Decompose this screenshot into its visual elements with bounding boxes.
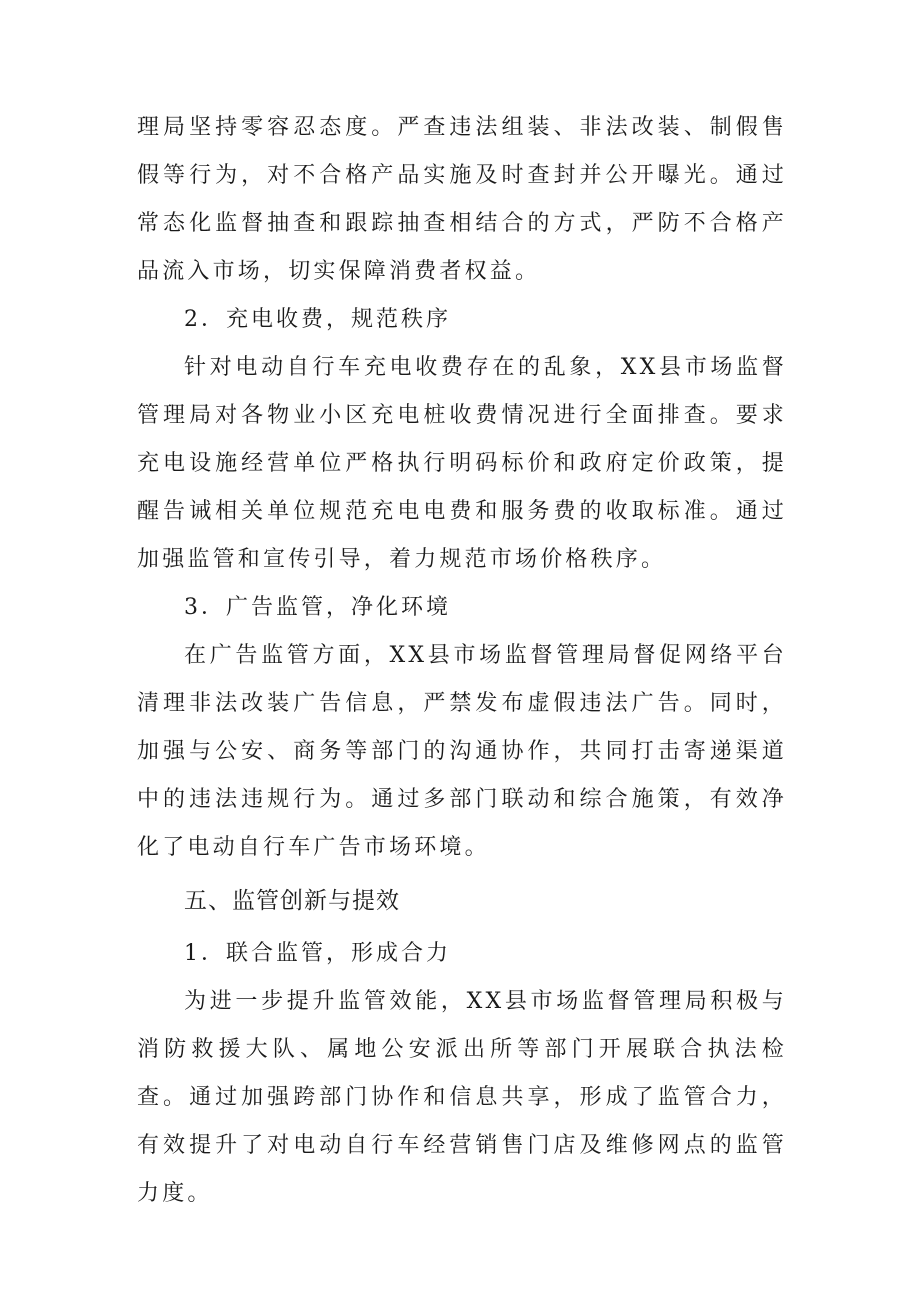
subheading-joint-supervision: 1．联合监管，形成合力 [184,941,451,966]
subheading-charging-fees: 2．充电收费，规范秩序 [184,307,451,332]
section-heading-innovation: 五、监管创新与提效 [184,888,400,914]
paragraph-joint-supervision: 为进一步提升监管效能，XX县市场监督管理局积极与消防救援大队、属地公安派出所等部门开展联合执法检查。通过加强跨部门协作和信息共享，形成了监管合力，有效提升了对电动自行车经营销售门店及维修网点的监管力度。 [137,989,787,1206]
document-body [137,104,787,1218]
paragraph-intro-continued: 理局坚持零容忍态度。严查违法组装、非法改装、制假售假等行为，对不合格产品实施及时查封并公开曝光。通过常态化监督抽查和跟踪抽查相结合的方式，严防不合格产品流入市场，切实保障消费者权益。 [137,115,787,284]
paragraph-advertising: 在广告监管方面，XX县市场监督管理局督促网络平台清理非法改装广告信息，严禁发布虚假违法广告。同时，加强与公安、商务等部门的沟通协作，共同打击寄递渠道中的违法违规行为。通过多部门联动和综合施策，有效净化了电动自行车广告市场环境。 [137,643,787,860]
paragraph-charging-fees: 针对电动自行车充电收费存在的乱象，XX县市场监督管理局对各物业小区充电桩收费情况进行全面排查。要求充电设施经营单位严格执行明码标价和政府定价政策，提醒告诫相关单位规范充电电费和服务费的收取标准。通过加强监管和宣传引导，着力规范市场价格秩序。 [137,355,787,572]
subheading-advertising: 3．广告监管，净化环境 [184,595,451,620]
